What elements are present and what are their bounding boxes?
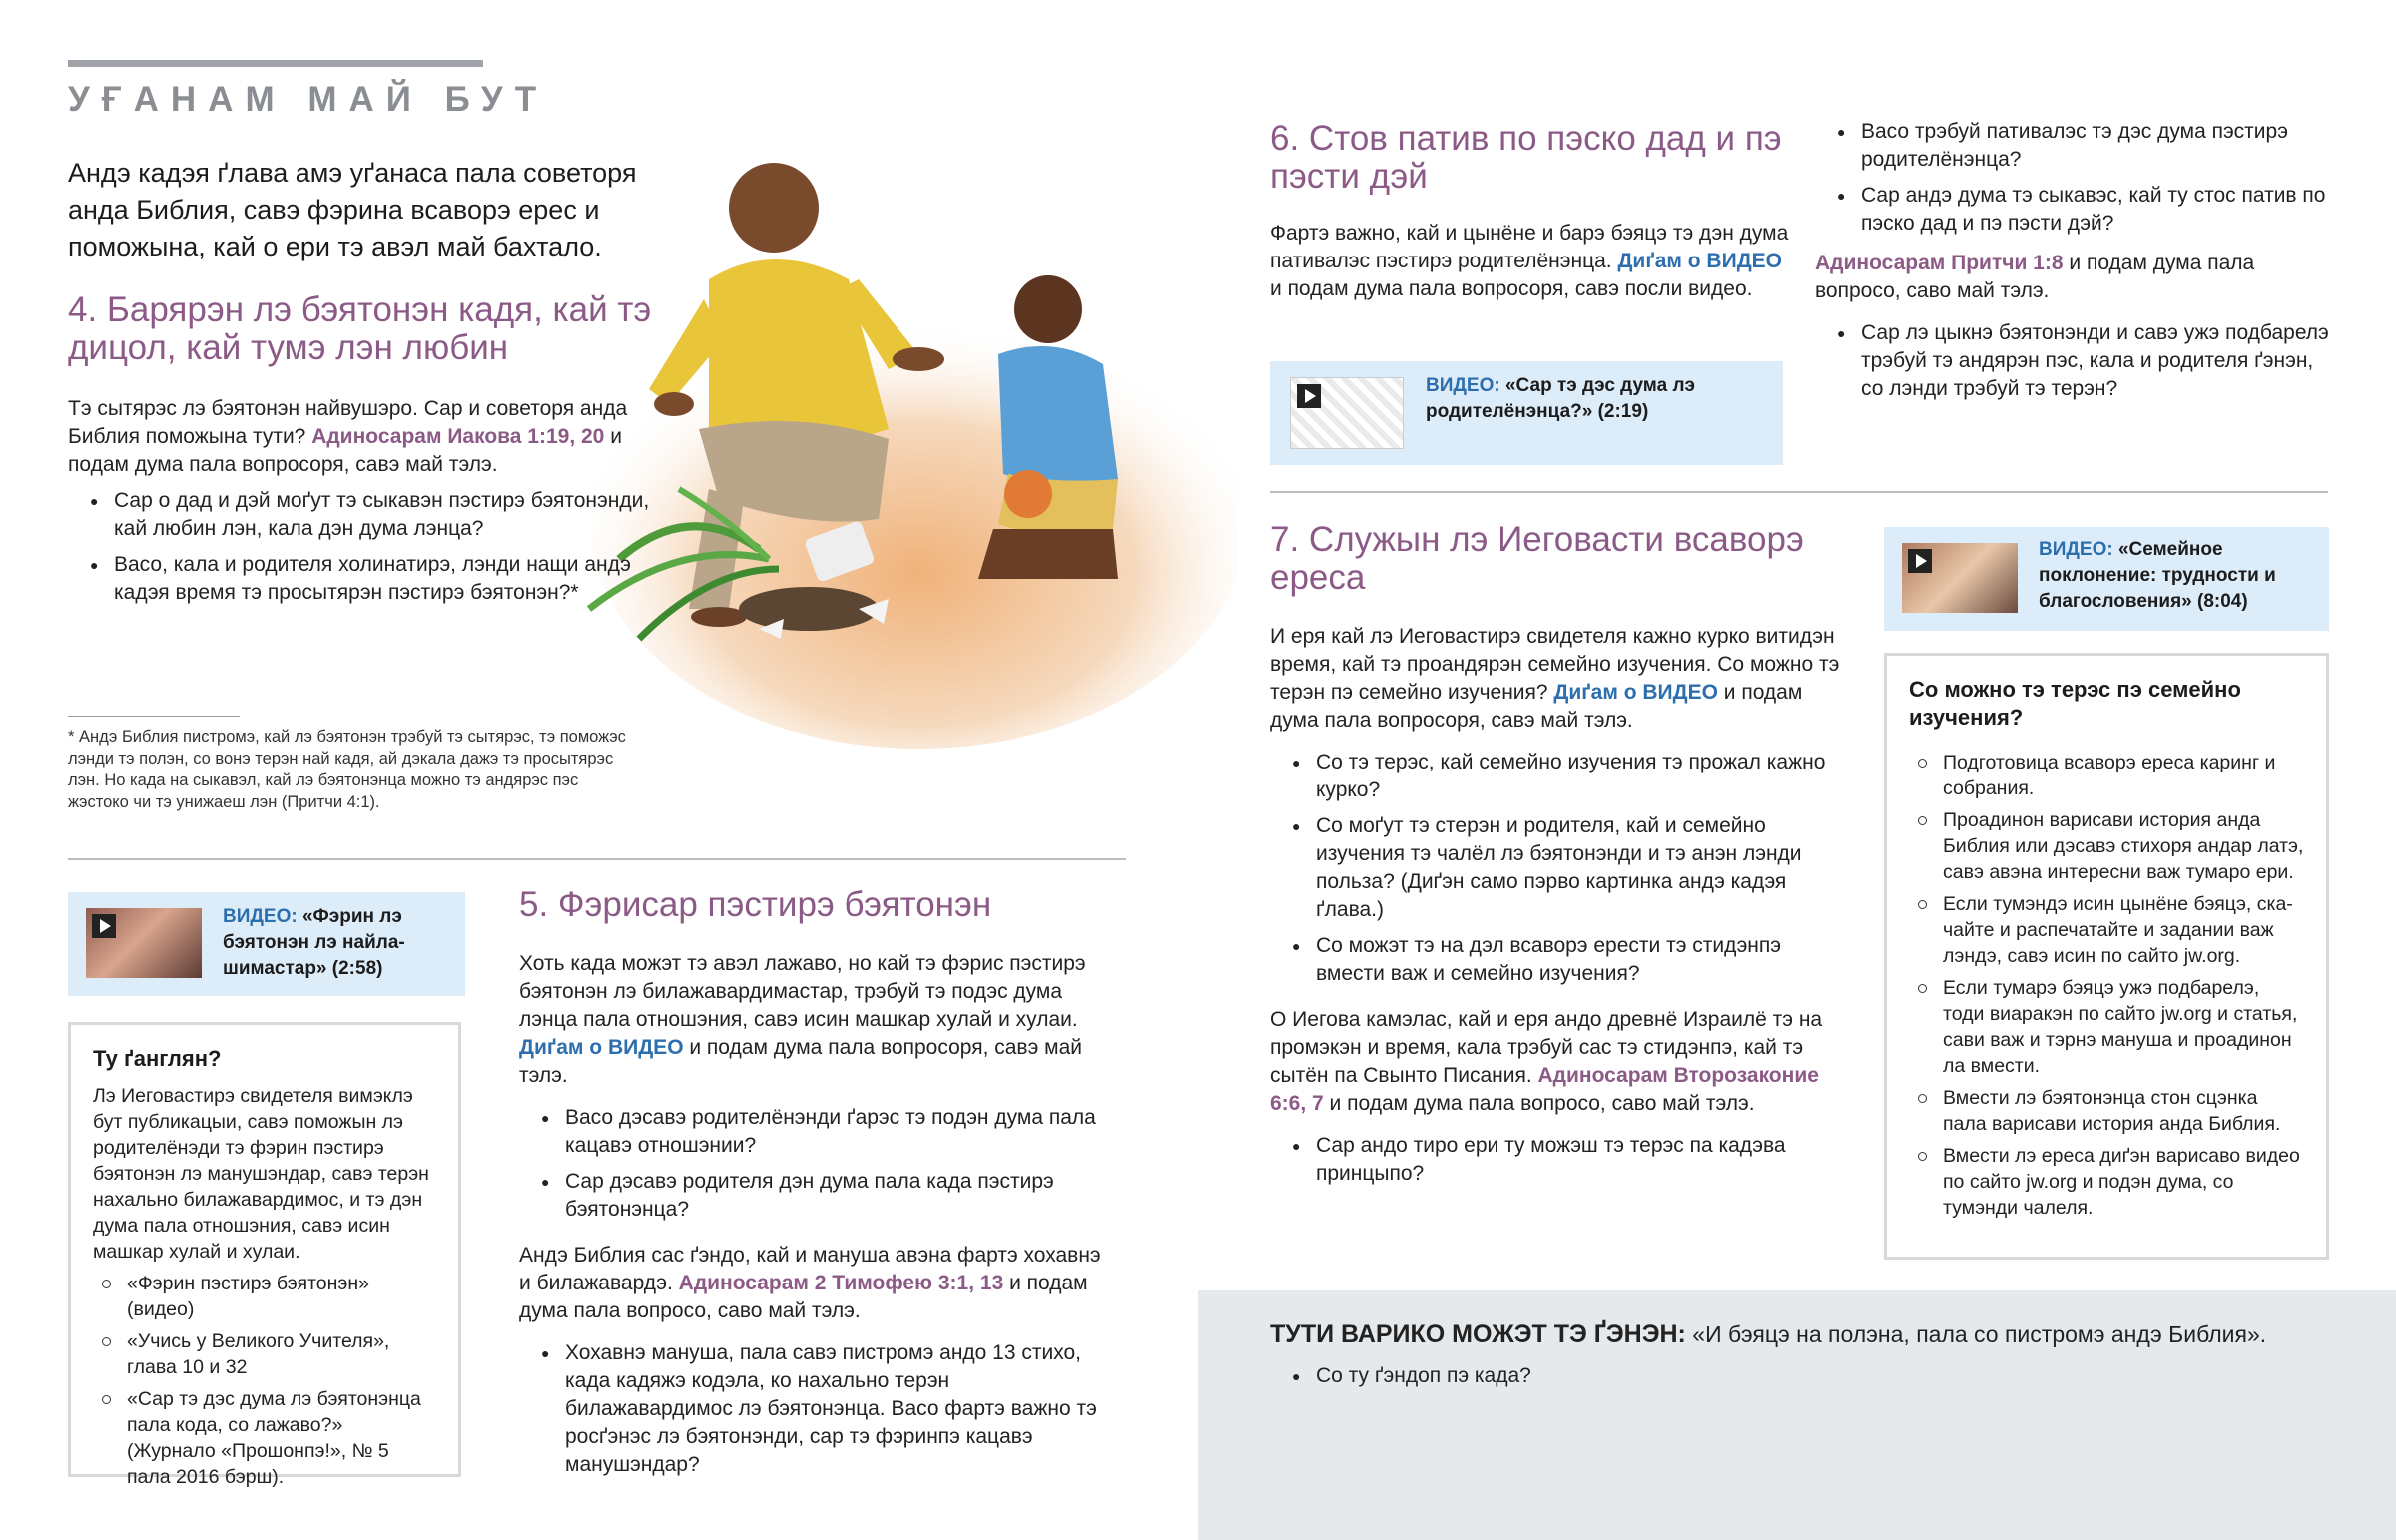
- publication-item: «Сар тэ дэс дума лэ бэятонэнца пала кода, со лажаво?» (Журнало «Прошонпэ!», № 5 пала 2016 бэрш).: [127, 1386, 436, 1490]
- video-title: «Семейное поклонение: трудности и благословения» (8:04): [2039, 539, 2276, 612]
- section-5-questions-1: [519, 1104, 1118, 1224]
- video-protect-children[interactable]: [68, 892, 465, 996]
- family-study-ideas-list: [1909, 750, 2304, 1221]
- video-thumbnail[interactable]: [86, 908, 202, 978]
- section-6-text-2-end: и подам дума пала вопросо, саво май тэлэ.: [1815, 252, 2255, 302]
- section-6-reference[interactable]: Адиносарам Притчи 1:8: [1815, 252, 2064, 274]
- question-item: ● Хохавнэ мануша, пала савэ пистромэ андо 13 стихо, када кадяжэ кодэла, ко нахально терэн билажавардимос лэ бэятонэнца. Васо фартэ важно тэ росґэнэс лэ бэятонэнди, сар тэ фэринпэ кацавэ манушэндар?: [565, 1339, 1118, 1479]
- question-item: ● Со моґут тэ стерэн и родителя, кай и семейно изучения тэ чалёл лэ бэятонэнди и тэ анэн лэнди польза? (Диґэн само пэрво картинка андэ кадэя ґлава.): [1316, 812, 1841, 924]
- footnote: * Андэ Библия пистромэ, кай лэ бэятонэн трэбуй тэ сытярэс, тэ поможэс лэнди тэ полэн, со вонэ терэн най кадя, ай дэкала дажэ тэ просытярэс лэн. Но када на сыкавэл, кай лэ бэятонэнца можно тэ андярэс пэс жэстоко чи тэ унижаеш лэн (Притчи 4:1).: [68, 728, 626, 811]
- video-title: «Фэрин лэ бэятонэн лэ найлашимастар» (2:58): [223, 906, 405, 979]
- footnote-rule: [68, 716, 240, 717]
- section-6-questions-2: [1815, 319, 2334, 403]
- section-7: [1270, 521, 1841, 1196]
- section-5-paragraph-2: [519, 1242, 1118, 1325]
- video-label: ВИДЕО:: [1426, 375, 1500, 396]
- idea-item: Проадинон варисави история анда Библия или дэсавэ стихоря андар латэ, савэ авэна интересни важ тумаро ери.: [1943, 809, 2304, 883]
- question-item: ● Со ту ґэндоп пэ када?: [1316, 1362, 1531, 1390]
- question-item: ● Васо трэбуй пативалэс тэ дэс дума пэстирэ родителёнэнца?: [1861, 118, 2334, 174]
- did-you-know-text: Лэ Иеговастирэ свидетеля вимэклэ бут публикацыи, савэ поможын лэ родителёнэди тэ фэрин пэстирэ бэятонэн лэ манушэндар, савэ терэн нахально билажавардимос, и тэ дэн дума пала отношэния, савэ исин машкар хулай и хулаи.: [93, 1085, 429, 1263]
- summary-questions: [1270, 1362, 1531, 1398]
- publications-list: [93, 1271, 436, 1490]
- section-7-questions-2: [1270, 1132, 1841, 1188]
- idea-item: Вмести лэ ереса диґэн варисаво видео по сайто jw.org и подэн дума, со тумэнди чалеля.: [1943, 1143, 2304, 1221]
- section-5-title: 5. Фэрисар пэстирэ бэятонэн: [519, 885, 992, 924]
- video-family-worship[interactable]: [1884, 527, 2329, 631]
- section-6-continued: [1815, 118, 2334, 411]
- divider: [68, 858, 1126, 860]
- summary-panel: [1198, 1290, 2396, 1540]
- section-7-text-2-end: и подам дума пала вопросо, саво май тэлэ.: [1323, 1092, 1755, 1115]
- section-7-text-2: О Иегова камэлас, кай и еря андо древнё Израилё тэ на промэкэн и время, кала трэбуй сас тэ стидэнпэ, кай тэ сытён па Свынто Писания.: [1270, 1008, 1823, 1087]
- video-label: ВИДЕО:: [223, 906, 298, 927]
- summary-text: «И бэяцэ на полэна, пала со пистромэ андэ Библия».: [1685, 1321, 2267, 1347]
- section-6-text-end: и подам дума пала вопросоря, савэ посли видео.: [1270, 277, 1753, 300]
- video-thumbnail[interactable]: [1290, 377, 1404, 449]
- section-5: [519, 886, 1118, 1487]
- did-you-know-title: Ту ґанглян?: [93, 1046, 222, 1071]
- learn-more-heading: УҒАНАМ МАЙ БУТ: [68, 80, 549, 119]
- video-thumbnail[interactable]: [1902, 543, 2018, 613]
- section-7-paragraph-1: [1270, 623, 1841, 735]
- video-talk-to-parents[interactable]: [1270, 361, 1783, 465]
- watch-video-link[interactable]: Диґам о ВИДЕО: [1617, 250, 1782, 272]
- question-item: ● Васо дэсавэ родителёнэнди ґарэс тэ подэн дума пала кацавэ отношэнии?: [565, 1104, 1118, 1160]
- question-item: ● Сар андэ дума тэ сыкавэс, кай ту стос патив по пэско дад и пэ пэсти дэй?: [1861, 182, 2334, 238]
- section-4-text: Тэ сытярэс лэ бэятонэн найвушэро. Сар и советоря анда Библия поможына тути?: [68, 397, 628, 448]
- family-study-ideas-box: [1884, 653, 2329, 1260]
- family-study-ideas-title: Со можно тэ терэс пэ семейно изучения?: [1909, 677, 2241, 730]
- did-you-know-box: [68, 1022, 461, 1488]
- publication-item: «Фэрин пэстирэ бэятонэн» (видео): [127, 1271, 436, 1322]
- section-7-questions-1: [1270, 749, 1841, 988]
- question-item: ● Со можэт тэ на дэл всаворэ ерести тэ стидэнпэ вмести важ и семейно изучения?: [1316, 932, 1841, 988]
- section-5-reference[interactable]: Адиносарам 2 Тимофею 3:1, 13: [678, 1272, 1004, 1294]
- section-5-paragraph-1: [519, 950, 1118, 1090]
- watch-video-link[interactable]: Диґам о ВИДЕО: [1553, 681, 1718, 704]
- video-title: «Сар тэ дэс дума лэ родителёнэнца?» (2:19): [1426, 375, 1696, 422]
- section-4-questions: [68, 487, 667, 607]
- section-6: [1270, 120, 1789, 303]
- question-item: ● Сар андо тиро ери ту можэш тэ терэс па кадэва принцыпо?: [1316, 1132, 1841, 1188]
- section-5-text-2-end: и подам дума пала вопросо, саво май тэлэ.: [519, 1272, 1088, 1322]
- section-6-paragraph-2: [1815, 250, 2334, 305]
- idea-item: Вмести лэ бэятонэнца стон сцэнка пала варисави история анда Библия.: [1943, 1085, 2304, 1137]
- section-6-title: 6. Стов патив по пэско дад и пэ пэсти дэй: [1270, 119, 1782, 196]
- idea-item: Если тумарэ бэяцэ ужэ подбарелэ, тоди виаракэн по сайто jw.org и статья, сави важ и тэрнэ мануша и проадинон ла вмести.: [1943, 975, 2304, 1079]
- publication-item: «Учись у Великого Учителя», глава 10 и 32: [127, 1328, 436, 1380]
- section-4-text-end: и подам дума пала вопросоря, савэ май тэлэ.: [68, 425, 622, 476]
- section-5-text: Хоть када можэт тэ авэл лажаво, но кай тэ фэрис пэстирэ бэятонэн лэ билажавардимастар, трэбуй тэ подэс дума лэнца пала отношэния, савэ исин машкар хулай и хулаи.: [519, 952, 1086, 1031]
- section-6-text: Фартэ важно, кай и цынёне и барэ бэяцэ тэ дэн дума пативалэс пэстирэ родителёнэнца.: [1270, 222, 1789, 272]
- watch-video-link[interactable]: Диґам о ВИДЕО: [519, 1036, 684, 1059]
- section-5-text-end: и подам дума пала вопросоря, савэ май тэлэ.: [519, 1036, 1082, 1087]
- section-5-questions-2: [519, 1339, 1118, 1479]
- idea-item: Если тумэндэ исин цынёне бэяцэ, скачайте и распечатайте и задании важ лэндэ, савэ исин по сайто jw.org.: [1943, 891, 2304, 969]
- section-4-title: 4. Барярэн лэ бэятонэн кадя, кай тэ дицол, кай тумэ лэн любин: [68, 290, 652, 367]
- section-4-reference[interactable]: Адиносарам Иакова 1:19, 20: [311, 425, 605, 448]
- section-7-reference[interactable]: Адиносарам Второзаконие 6:6, 7: [1270, 1064, 1819, 1115]
- play-icon[interactable]: [1908, 549, 1932, 573]
- question-item: ● Сар лэ цыкнэ бэятонэнди и савэ ужэ подбарелэ трэбуй тэ андярэн пэс, кала и родителя ґэнэн, со лэнди трэбуй тэ терэн?: [1861, 319, 2334, 403]
- question-item: ● Сар о дад и дэй моґут тэ сыкавэн пэстирэ бэятонэнди, кай любин лэн, кала дэн дума лэнца?: [114, 487, 667, 543]
- play-icon[interactable]: [92, 914, 116, 938]
- section-6-questions-1: [1815, 118, 2334, 238]
- idea-item: Подготовица всаворэ ереса каринг и собрания.: [1943, 750, 2304, 801]
- section-4: [68, 291, 667, 615]
- header-rule: [68, 60, 483, 67]
- section-7-text: И еря кай лэ Иеговастирэ свидетеля кажно курко витидэн время, кай тэ проандярэн семейно изучения. Со можно тэ терэн пэ семейно изучения?: [1270, 625, 1840, 704]
- question-item: ● Васо, кала и родителя холинатирэ, лэнди нащи андэ кадэя время тэ просытярэн пэстирэ бэятонэн?*: [114, 551, 667, 607]
- play-icon[interactable]: [1297, 384, 1321, 408]
- section-6-paragraph: [1270, 220, 1789, 303]
- section-7-text-end: и подам дума пала вопросоря, савэ май тэлэ.: [1270, 681, 1803, 732]
- question-item: ● Сар дэсавэ родителя дэн дума пала када пэстирэ бэятонэнца?: [565, 1168, 1118, 1224]
- video-label: ВИДЕО:: [2039, 539, 2113, 560]
- section-4-paragraph: [68, 395, 667, 479]
- divider: [1270, 491, 2328, 493]
- question-item: ● Со тэ терэс, кай семейно изучения тэ прожал кажно курко?: [1316, 749, 1841, 804]
- summary-line: [1270, 1318, 2358, 1350]
- section-7-paragraph-2: [1270, 1006, 1841, 1118]
- summary-label: ТУТИ ВАРИКО МОЖЭТ ТЭ ҐЭНЭН:: [1270, 1320, 1686, 1348]
- section-7-title: 7. Служын лэ Иеговасти всаворэ ереса: [1270, 520, 1804, 597]
- section-5-text-2: Андэ Библия сас ґэндо, кай и мануша авэна фартэ хохавнэ и билажавардэ.: [519, 1244, 1101, 1294]
- intro-text: Андэ кадэя ґлава амэ уґанаса пала советоря анда Библия, савэ фэрина всаворэ ерес и поможына, кай о ери тэ авэл май бахтало.: [68, 158, 637, 261]
